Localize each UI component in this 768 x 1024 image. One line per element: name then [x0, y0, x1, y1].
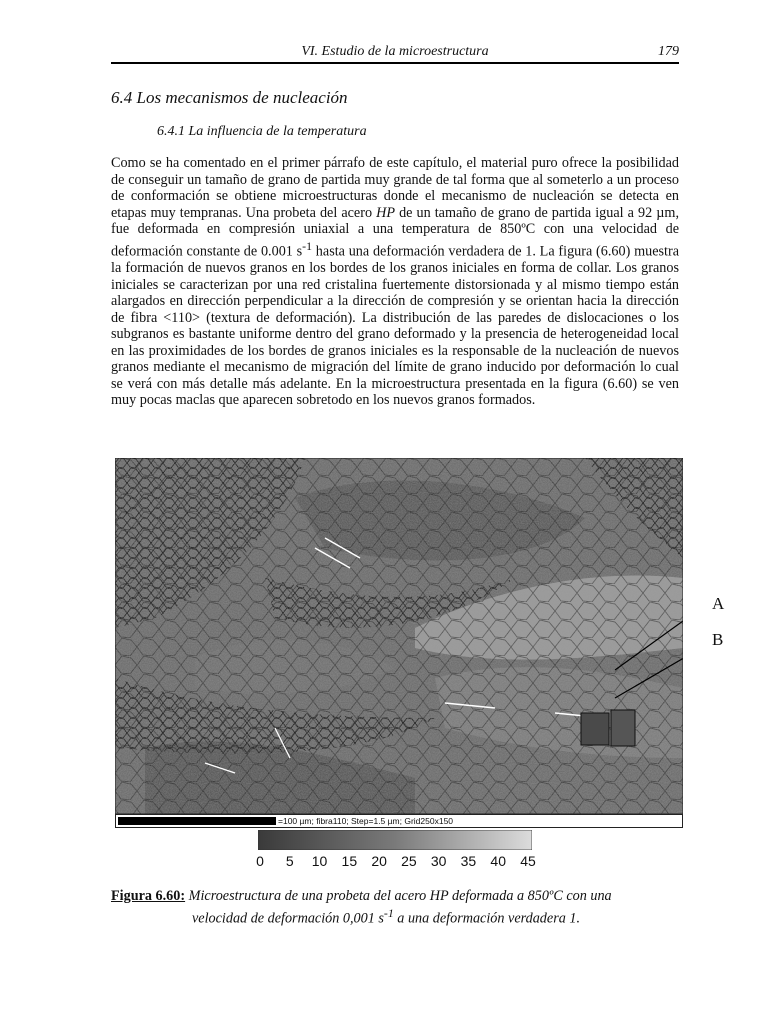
chapter-title: VI. Estudio de la microestructura — [301, 44, 489, 59]
legend-tick-label: 40 — [490, 853, 507, 869]
figure-6-60 — [115, 458, 683, 830]
subsection-title: 6.4.1 La influencia de la temperatura — [157, 124, 367, 139]
scale-bar-fill — [118, 817, 276, 825]
scale-bar — [115, 814, 683, 828]
label-a: A — [712, 594, 725, 613]
caption-exponent: -1 — [383, 906, 394, 920]
section-title: 6.4 Los mecanismos de nucleación — [111, 88, 348, 107]
caption-label: Figura 6.60: — [111, 888, 186, 904]
label-b: B — [712, 630, 724, 649]
caption-line2-end: a una deformación verdadera 1. — [393, 910, 580, 927]
micrograph-image — [115, 458, 683, 814]
legend-tick-label: 25 — [401, 853, 417, 869]
legend-tick-label: 20 — [371, 853, 387, 869]
body-text-part3: hasta una deformación verdadera de 1. La figura (6.60) muestra la formación de nuevos granos en los bordes de los granos iniciales en forma de collar. Los granos iniciales se caracterizan por una red cristalina fuertemente distorsionada y al mismo tiempo están alargados en dirección perpendicular a la dirección de compresión y se orientan hacia la dirección de fibra <110> (textura de deformación). La distribución de las paredes de dislocaciones o los subgranos es bastante uniforme dentro del grano deformado y la presencia de heterogeneidad local en las proximidades de los bordes de granos iniciales es la responsable de la nucleación de nuevos granos mediante el mecanismo de migración del límite de grano inducido por deformación lo cual se verá con más detalle más adelante. En la microestructura presentada en la figura (6.60) se ven muy pocas maclas que aparecen sobretodo en los nuevos granos formados. — [111, 243, 679, 409]
body-text-part2: de un tamaño de grano de partida igual a 92 µm, fue deformada en compresión uniaxial a una temperatura de 850ºC con una velocidad de deformación constante de 0.001 s — [111, 204, 679, 260]
legend-tick-label: 45 — [520, 853, 536, 869]
legend-tick-label: 0 — [256, 853, 264, 869]
body-text-part1: Como se ha comentado en el primer párrafo de este capítulo, el material puro ofrece la posibilidad de conseguir un tamaño de grano de partida muy grande de tal forma que al someterlo a un proceso de conformación se obtiene microestructuras donde el mecanismo de nucleación se detecta en etapas muy tempranas. Una probeta del acero — [111, 155, 679, 221]
legend-tick-label: 30 — [430, 853, 447, 869]
legend-tick-label: 5 — [285, 853, 294, 869]
legend-tick-labels — [250, 853, 550, 873]
scale-bar-text: =100 µm; fibra110; Step=1.5 µm; Grid250x150 — [278, 816, 454, 826]
steel-name: HP — [376, 204, 396, 221]
caption-line2 — [111, 905, 679, 928]
rate-exponent: -1 — [302, 238, 313, 253]
legend-tick-label: 35 — [460, 853, 477, 869]
legend-tick-label: 15 — [341, 853, 358, 869]
legend-tick-label: 10 — [311, 853, 328, 869]
misorientation-legend — [258, 830, 532, 850]
caption-line1: Microestructura de una probeta del acero HP deformada a 850ºC con una — [185, 888, 612, 904]
body-paragraph — [111, 155, 679, 409]
figure-caption — [111, 888, 679, 928]
page-number: 179 — [658, 44, 679, 59]
running-header — [111, 44, 679, 64]
caption-line2-start: velocidad de deformación 0,001 s — [192, 910, 384, 927]
